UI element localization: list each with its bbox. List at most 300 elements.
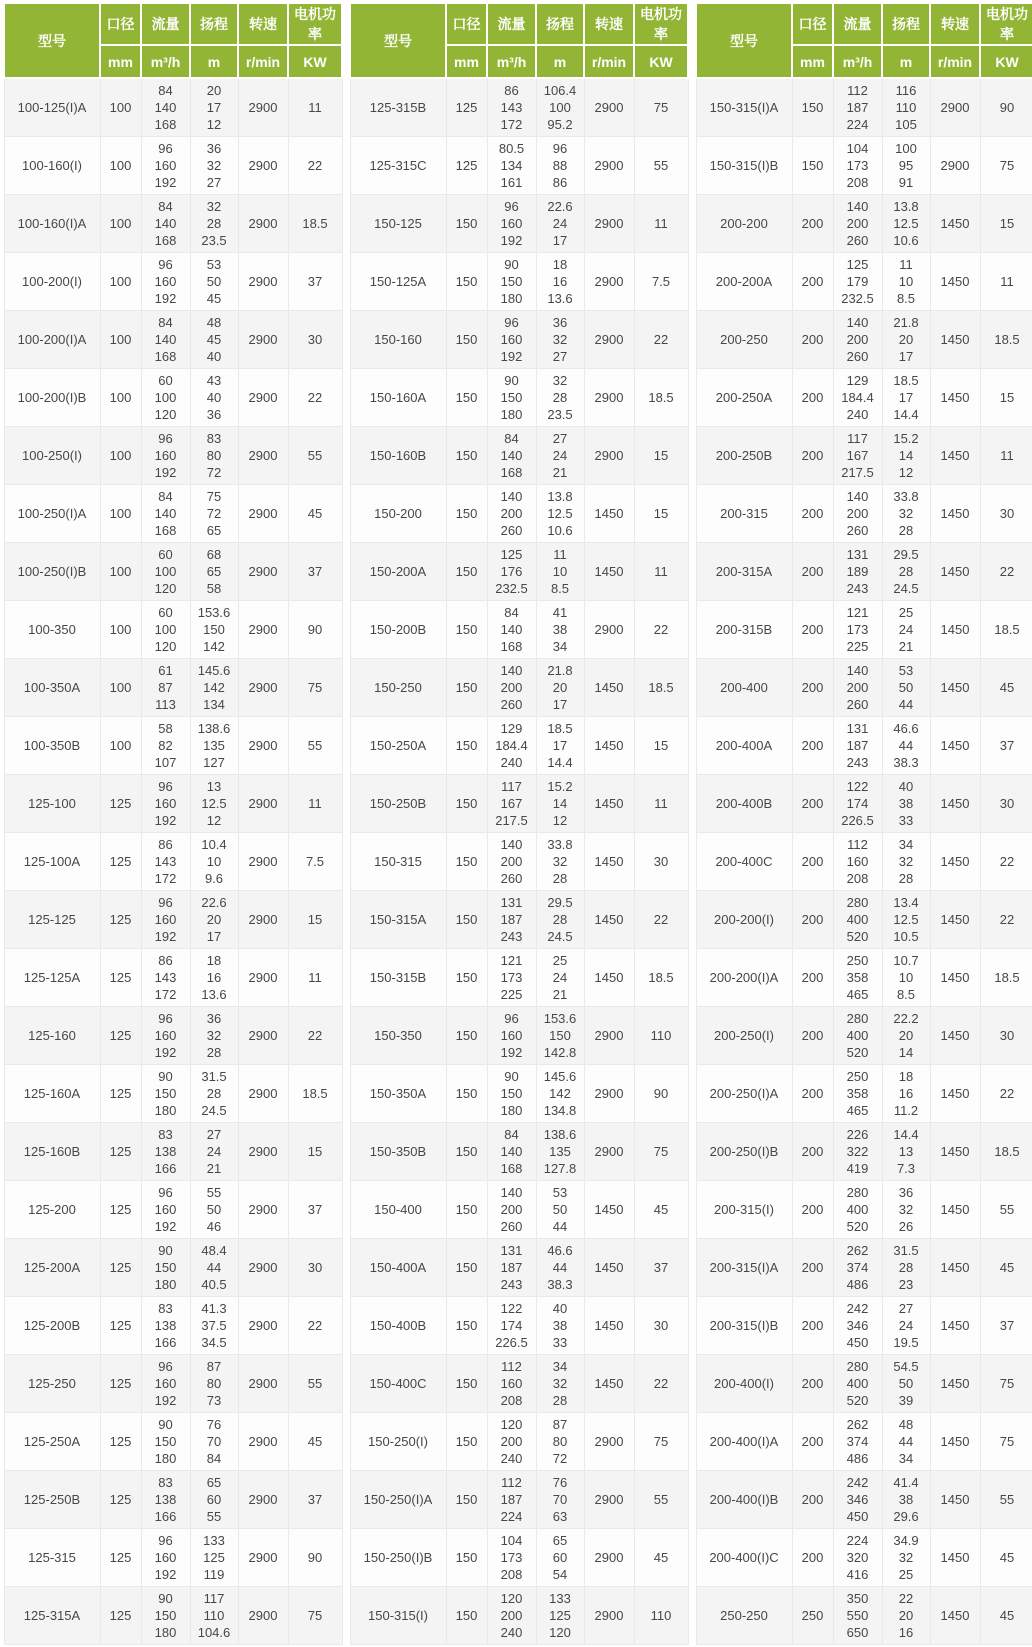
power-cell: 22 <box>980 543 1032 601</box>
power-cell: 22 <box>288 137 342 195</box>
power-cell: 90 <box>634 1065 688 1123</box>
diameter-cell: 125 <box>100 1065 141 1123</box>
table-row <box>350 833 688 891</box>
model-cell: 125-160 <box>4 1007 100 1065</box>
speed-cell: 1450 <box>584 1355 634 1413</box>
table-row <box>696 1471 1032 1529</box>
model-cell: 200-200(I)A <box>696 949 792 1007</box>
head-cell: 22.6 24 17 <box>536 195 584 253</box>
speed-cell: 2900 <box>584 1413 634 1471</box>
speed-cell: 2900 <box>584 137 634 195</box>
power-cell: 18.5 <box>980 601 1032 659</box>
speed-cell: 2900 <box>584 1123 634 1181</box>
power-cell: 75 <box>288 659 342 717</box>
head-cell: 48 45 40 <box>190 311 238 369</box>
header-model: 型号 <box>350 3 446 78</box>
flow-cell: 280 400 520 <box>833 891 882 949</box>
flow-cell: 84 140 168 <box>487 601 536 659</box>
header-diameter: 口径 <box>792 3 833 45</box>
power-cell: 15 <box>634 427 688 485</box>
diameter-cell: 125 <box>100 1587 141 1645</box>
head-cell: 133 125 119 <box>190 1529 238 1587</box>
flow-cell: 96 160 192 <box>487 1007 536 1065</box>
flow-cell: 90 150 180 <box>141 1239 190 1297</box>
table-row <box>350 543 688 601</box>
diameter-cell: 125 <box>100 1239 141 1297</box>
power-cell: 7.5 <box>634 253 688 311</box>
table-row <box>4 1529 342 1587</box>
power-cell: 18.5 <box>634 369 688 427</box>
model-cell: 100-250(I)A <box>4 485 100 543</box>
model-cell: 200-200(I) <box>696 891 792 949</box>
table-row <box>696 1297 1032 1355</box>
table-row <box>696 601 1032 659</box>
head-cell: 53 50 44 <box>882 659 930 717</box>
speed-cell: 2900 <box>238 543 288 601</box>
header-speed: 转速 <box>584 3 634 45</box>
model-cell: 200-250(I)B <box>696 1123 792 1181</box>
power-cell: 55 <box>980 1181 1032 1239</box>
power-cell: 45 <box>980 659 1032 717</box>
table-row <box>696 949 1032 1007</box>
head-cell: 11 10 8.5 <box>882 253 930 311</box>
speed-cell: 1450 <box>930 1529 980 1587</box>
flow-cell: 350 550 650 <box>833 1587 882 1645</box>
speed-cell: 1450 <box>584 1297 634 1355</box>
head-cell: 76 70 63 <box>536 1471 584 1529</box>
diameter-cell: 100 <box>100 601 141 659</box>
power-cell: 7.5 <box>288 833 342 891</box>
flow-cell: 60 100 120 <box>141 543 190 601</box>
table-body <box>350 78 688 1645</box>
head-cell: 36 32 26 <box>882 1181 930 1239</box>
table-row <box>350 1065 688 1123</box>
head-cell: 33.8 32 28 <box>882 485 930 543</box>
speed-cell: 2900 <box>238 369 288 427</box>
table-row <box>4 717 342 775</box>
head-cell: 13.8 12.5 10.6 <box>882 195 930 253</box>
diameter-cell: 200 <box>792 1239 833 1297</box>
table-row <box>350 1587 688 1645</box>
diameter-cell: 150 <box>446 369 487 427</box>
diameter-cell: 125 <box>100 1529 141 1587</box>
model-cell: 150-200 <box>350 485 446 543</box>
head-cell: 87 80 73 <box>190 1355 238 1413</box>
speed-cell: 2900 <box>584 195 634 253</box>
flow-cell: 112 187 224 <box>833 78 882 137</box>
model-cell: 100-350 <box>4 601 100 659</box>
head-cell: 36 32 27 <box>190 137 238 195</box>
speed-cell: 2900 <box>238 137 288 195</box>
flow-cell: 86 143 172 <box>487 78 536 137</box>
head-cell: 55 50 46 <box>190 1181 238 1239</box>
speed-cell: 1450 <box>584 775 634 833</box>
model-cell: 150-350A <box>350 1065 446 1123</box>
power-cell: 22 <box>288 1297 342 1355</box>
header-speed: 转速 <box>238 3 288 45</box>
power-cell: 75 <box>288 1587 342 1645</box>
head-cell: 18 16 13.6 <box>536 253 584 311</box>
speed-cell: 2900 <box>238 1065 288 1123</box>
flow-cell: 96 160 192 <box>141 1529 190 1587</box>
table-row <box>4 833 342 891</box>
speed-cell: 2900 <box>930 137 980 195</box>
flow-cell: 125 176 232.5 <box>487 543 536 601</box>
model-cell: 150-160A <box>350 369 446 427</box>
model-cell: 150-400 <box>350 1181 446 1239</box>
diameter-cell: 150 <box>446 949 487 1007</box>
model-cell: 150-400B <box>350 1297 446 1355</box>
power-cell: 37 <box>288 543 342 601</box>
table-row <box>350 891 688 949</box>
power-cell: 30 <box>634 833 688 891</box>
flow-cell: 140 200 260 <box>833 311 882 369</box>
model-cell: 100-200(I)B <box>4 369 100 427</box>
flow-cell: 90 150 180 <box>141 1065 190 1123</box>
power-cell: 55 <box>980 1471 1032 1529</box>
header-diameter: 口径 <box>446 3 487 45</box>
power-cell: 75 <box>634 1413 688 1471</box>
flow-cell: 140 200 260 <box>487 833 536 891</box>
header-speed: 转速 <box>930 3 980 45</box>
diameter-cell: 100 <box>100 543 141 601</box>
head-cell: 145.6 142 134 <box>190 659 238 717</box>
power-cell: 18.5 <box>288 1065 342 1123</box>
head-cell: 10.7 10 8.5 <box>882 949 930 1007</box>
speed-cell: 1450 <box>584 543 634 601</box>
diameter-cell: 150 <box>446 1297 487 1355</box>
header-power-unit: KW <box>980 45 1032 78</box>
flow-cell: 112 160 208 <box>833 833 882 891</box>
diameter-cell: 200 <box>792 1007 833 1065</box>
model-cell: 200-200 <box>696 195 792 253</box>
power-cell: 110 <box>634 1587 688 1645</box>
speed-cell: 2900 <box>238 1007 288 1065</box>
model-cell: 100-160(I)A <box>4 195 100 253</box>
flow-cell: 112 187 224 <box>487 1471 536 1529</box>
model-cell: 200-315(I) <box>696 1181 792 1239</box>
power-cell: 90 <box>288 601 342 659</box>
power-cell: 55 <box>634 137 688 195</box>
flow-cell: 122 174 226.5 <box>833 775 882 833</box>
flow-cell: 58 82 107 <box>141 717 190 775</box>
head-cell: 117 110 104.6 <box>190 1587 238 1645</box>
header-power-unit: KW <box>288 45 342 78</box>
flow-cell: 96 160 192 <box>141 253 190 311</box>
flow-cell: 117 167 217.5 <box>487 775 536 833</box>
model-cell: 200-315(I)A <box>696 1239 792 1297</box>
model-cell: 200-400C <box>696 833 792 891</box>
table-row <box>350 427 688 485</box>
head-cell: 76 70 84 <box>190 1413 238 1471</box>
flow-cell: 140 200 260 <box>833 485 882 543</box>
speed-cell: 2900 <box>238 833 288 891</box>
speed-cell: 1450 <box>930 1239 980 1297</box>
power-cell: 11 <box>288 949 342 1007</box>
power-cell: 55 <box>288 717 342 775</box>
diameter-cell: 200 <box>792 1471 833 1529</box>
diameter-cell: 150 <box>446 1587 487 1645</box>
model-cell: 150-160 <box>350 311 446 369</box>
head-cell: 11 10 8.5 <box>536 543 584 601</box>
model-cell: 150-250 <box>350 659 446 717</box>
model-cell: 150-400C <box>350 1355 446 1413</box>
table-row <box>350 1413 688 1471</box>
power-cell: 55 <box>288 1355 342 1413</box>
head-cell: 22.2 20 14 <box>882 1007 930 1065</box>
table-row <box>350 137 688 195</box>
diameter-cell: 150 <box>792 78 833 137</box>
speed-cell: 1450 <box>930 195 980 253</box>
model-cell: 150-250A <box>350 717 446 775</box>
header-diameter: 口径 <box>100 3 141 45</box>
power-cell: 55 <box>288 427 342 485</box>
diameter-cell: 100 <box>100 253 141 311</box>
power-cell: 15 <box>980 195 1032 253</box>
speed-cell: 1450 <box>584 949 634 1007</box>
speed-cell: 2900 <box>238 659 288 717</box>
model-cell: 125-100 <box>4 775 100 833</box>
flow-cell: 60 100 120 <box>141 601 190 659</box>
flow-cell: 84 140 168 <box>141 195 190 253</box>
table-row <box>696 717 1032 775</box>
diameter-cell: 100 <box>100 659 141 717</box>
head-cell: 41.3 37.5 34.5 <box>190 1297 238 1355</box>
table-row <box>350 659 688 717</box>
model-cell: 150-315(I) <box>350 1587 446 1645</box>
power-cell: 75 <box>980 137 1032 195</box>
speed-cell: 1450 <box>930 1471 980 1529</box>
table-row <box>4 601 342 659</box>
model-cell: 150-125A <box>350 253 446 311</box>
table-row <box>350 717 688 775</box>
speed-cell: 1450 <box>930 369 980 427</box>
diameter-cell: 150 <box>446 543 487 601</box>
table-row <box>4 775 342 833</box>
table-header <box>696 3 1032 78</box>
table-header <box>350 3 688 78</box>
table-row <box>696 369 1032 427</box>
diameter-cell: 150 <box>446 1471 487 1529</box>
header-flow-unit: m³/h <box>141 45 190 78</box>
speed-cell: 1450 <box>930 253 980 311</box>
flow-cell: 125 179 232.5 <box>833 253 882 311</box>
header-speed-unit: r/min <box>584 45 634 78</box>
flow-cell: 90 150 180 <box>141 1587 190 1645</box>
table-row <box>350 775 688 833</box>
speed-cell: 2900 <box>238 485 288 543</box>
table-row <box>4 1123 342 1181</box>
table-row <box>4 1587 342 1645</box>
speed-cell: 2900 <box>238 949 288 1007</box>
head-cell: 32 28 23.5 <box>190 195 238 253</box>
header-flow: 流量 <box>487 3 536 45</box>
table-row <box>696 1007 1032 1065</box>
diameter-cell: 200 <box>792 775 833 833</box>
head-cell: 31.5 28 24.5 <box>190 1065 238 1123</box>
power-cell: 45 <box>980 1239 1032 1297</box>
speed-cell: 2900 <box>238 195 288 253</box>
head-cell: 138.6 135 127 <box>190 717 238 775</box>
table-row <box>350 1181 688 1239</box>
diameter-cell: 200 <box>792 659 833 717</box>
flow-cell: 131 187 243 <box>487 1239 536 1297</box>
speed-cell: 1450 <box>584 1181 634 1239</box>
table-row <box>696 1123 1032 1181</box>
flow-cell: 120 200 240 <box>487 1587 536 1645</box>
power-cell: 30 <box>980 485 1032 543</box>
diameter-cell: 150 <box>446 601 487 659</box>
head-cell: 65 60 55 <box>190 1471 238 1529</box>
head-cell: 48 44 34 <box>882 1413 930 1471</box>
model-cell: 125-250A <box>4 1413 100 1471</box>
head-cell: 48.4 44 40.5 <box>190 1239 238 1297</box>
diameter-cell: 200 <box>792 369 833 427</box>
speed-cell: 2900 <box>238 1181 288 1239</box>
power-cell: 18.5 <box>634 659 688 717</box>
table-row <box>4 659 342 717</box>
power-cell: 22 <box>288 369 342 427</box>
table-row <box>4 253 342 311</box>
power-cell: 11 <box>288 775 342 833</box>
model-cell: 150-200B <box>350 601 446 659</box>
power-cell: 110 <box>634 1007 688 1065</box>
power-cell: 22 <box>980 833 1032 891</box>
diameter-cell: 150 <box>446 1007 487 1065</box>
speed-cell: 1450 <box>930 543 980 601</box>
diameter-cell: 150 <box>792 137 833 195</box>
head-cell: 153.6 150 142 <box>190 601 238 659</box>
speed-cell: 2900 <box>238 891 288 949</box>
diameter-cell: 125 <box>100 1355 141 1413</box>
diameter-cell: 125 <box>446 78 487 137</box>
speed-cell: 2900 <box>584 1065 634 1123</box>
speed-cell: 2900 <box>238 253 288 311</box>
flow-cell: 242 346 450 <box>833 1471 882 1529</box>
speed-cell: 2900 <box>238 775 288 833</box>
power-cell: 22 <box>634 891 688 949</box>
table-row <box>696 1065 1032 1123</box>
table-row <box>696 195 1032 253</box>
power-cell: 22 <box>634 1355 688 1413</box>
diameter-cell: 100 <box>100 195 141 253</box>
model-cell: 125-100A <box>4 833 100 891</box>
diameter-cell: 200 <box>792 1065 833 1123</box>
speed-cell: 1450 <box>930 891 980 949</box>
speed-cell: 1450 <box>930 949 980 1007</box>
head-cell: 27 24 19.5 <box>882 1297 930 1355</box>
flow-cell: 224 320 416 <box>833 1529 882 1587</box>
model-cell: 125-315 <box>4 1529 100 1587</box>
flow-cell: 90 150 180 <box>487 1065 536 1123</box>
head-cell: 83 80 72 <box>190 427 238 485</box>
head-cell: 41 38 34 <box>536 601 584 659</box>
speed-cell: 1450 <box>930 1587 980 1645</box>
speed-cell: 1450 <box>930 485 980 543</box>
speed-cell: 2900 <box>238 1297 288 1355</box>
speed-cell: 2900 <box>238 717 288 775</box>
model-cell: 125-160B <box>4 1123 100 1181</box>
table-header <box>4 3 342 78</box>
power-cell: 30 <box>634 1297 688 1355</box>
power-cell: 18.5 <box>288 195 342 253</box>
table-row <box>4 1413 342 1471</box>
table-row <box>696 1239 1032 1297</box>
power-cell: 55 <box>634 1471 688 1529</box>
table-body <box>696 78 1032 1645</box>
table-row <box>696 427 1032 485</box>
flow-cell: 96 160 192 <box>141 1007 190 1065</box>
table-row <box>696 311 1032 369</box>
table-row <box>696 1413 1032 1471</box>
model-cell: 200-400(I) <box>696 1355 792 1413</box>
head-cell: 13.4 12.5 10.5 <box>882 891 930 949</box>
table-row <box>350 195 688 253</box>
head-cell: 65 60 54 <box>536 1529 584 1587</box>
header-head-unit: m <box>536 45 584 78</box>
head-cell: 100 95 91 <box>882 137 930 195</box>
header-head-unit: m <box>190 45 238 78</box>
speed-cell: 2900 <box>584 78 634 137</box>
flow-cell: 262 374 486 <box>833 1413 882 1471</box>
head-cell: 29.5 28 24.5 <box>536 891 584 949</box>
model-cell: 125-160A <box>4 1065 100 1123</box>
head-cell: 145.6 142 134.8 <box>536 1065 584 1123</box>
head-cell: 29.5 28 24.5 <box>882 543 930 601</box>
header-head-unit: m <box>882 45 930 78</box>
flow-cell: 96 160 192 <box>141 1181 190 1239</box>
model-cell: 100-200(I)A <box>4 311 100 369</box>
diameter-cell: 200 <box>792 311 833 369</box>
pump-table-left <box>3 2 343 1645</box>
model-cell: 100-200(I) <box>4 253 100 311</box>
model-cell: 200-315A <box>696 543 792 601</box>
speed-cell: 1450 <box>584 1239 634 1297</box>
model-cell: 100-125(I)A <box>4 78 100 137</box>
flow-cell: 84 140 168 <box>487 427 536 485</box>
diameter-cell: 100 <box>100 78 141 137</box>
model-cell: 125-250 <box>4 1355 100 1413</box>
diameter-cell: 150 <box>446 1065 487 1123</box>
speed-cell: 2900 <box>584 1529 634 1587</box>
diameter-cell: 150 <box>446 717 487 775</box>
speed-cell: 2900 <box>238 601 288 659</box>
flow-cell: 96 160 192 <box>487 311 536 369</box>
head-cell: 40 38 33 <box>536 1297 584 1355</box>
head-cell: 18 16 13.6 <box>190 949 238 1007</box>
table-row <box>696 891 1032 949</box>
power-cell: 15 <box>980 369 1032 427</box>
speed-cell: 1450 <box>930 659 980 717</box>
diameter-cell: 150 <box>446 775 487 833</box>
power-cell: 37 <box>980 1297 1032 1355</box>
speed-cell: 2900 <box>238 1355 288 1413</box>
head-cell: 53 50 45 <box>190 253 238 311</box>
table-row <box>4 137 342 195</box>
model-cell: 200-250A <box>696 369 792 427</box>
speed-cell: 2900 <box>930 78 980 137</box>
header-power: 电机功率 <box>288 3 342 45</box>
power-cell: 15 <box>288 1123 342 1181</box>
model-cell: 125-125 <box>4 891 100 949</box>
model-cell: 125-200A <box>4 1239 100 1297</box>
power-cell: 75 <box>980 1355 1032 1413</box>
flow-cell: 84 140 168 <box>487 1123 536 1181</box>
diameter-cell: 125 <box>100 891 141 949</box>
speed-cell: 2900 <box>238 78 288 137</box>
model-cell: 100-250(I) <box>4 427 100 485</box>
header-diameter-unit: mm <box>792 45 833 78</box>
